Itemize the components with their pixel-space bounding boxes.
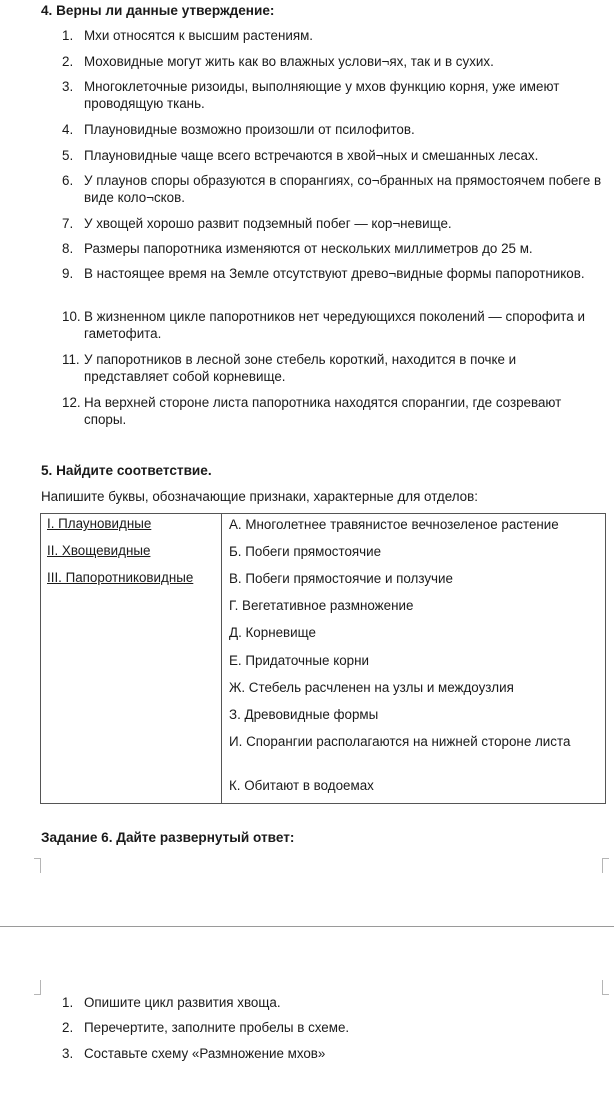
feature-item: К. Обитают в водоемах	[229, 778, 374, 793]
feature-item: А. Многолетнее травянистое вечнозеленое растение	[229, 517, 559, 532]
list-item: 11. У папоротников в лесной зоне стебель короткий, находится в почке и представляет собой корневище.	[62, 352, 517, 384]
list-item: 7. У хвощей хорошо развит подземный побег — кор¬невище.	[62, 216, 452, 231]
page-corner-mark	[34, 980, 41, 995]
question-4-heading: 4. Верны ли данные утверждение:	[41, 3, 275, 18]
list-item: 12. На верхней стороне листа папоротника находятся спорангии, где созревают споры.	[62, 395, 562, 427]
list-item: 3. Многоклеточные ризоиды, выполняющие у мхов функцию корня, уже имеют проводящую ткань.	[62, 79, 560, 111]
list-item: 4. Плауновидные возможно произошли от псилофитов.	[62, 122, 415, 137]
list-item: 5. Плауновидные чаще всего встречаются в хвой¬ных и смешанных лесах.	[62, 148, 539, 163]
page-break-divider	[0, 926, 614, 927]
feature-item: З. Древовидные формы	[229, 707, 379, 722]
list-item: 1. Мхи относятся к высшим растениям.	[62, 28, 314, 43]
division-polypodiopsida: III. Папоротниковидные	[47, 570, 194, 585]
page-corner-mark	[34, 858, 41, 873]
question-5-instruction: Напишите буквы, обозначающие признаки, характерные для отделов:	[41, 489, 478, 504]
list-item: 6. У плаунов споры образуются в спорангиях, со¬бранных на прямостоячем побеге в виде коло¬сков.	[62, 173, 602, 205]
list-item: 2. Моховидные могут жить как во влажных услови¬ях, так и в сухих.	[62, 54, 494, 69]
question-5-heading: 5. Найдите соответствие.	[41, 463, 212, 478]
feature-item: Ж. Стебель расчленен на узлы и междоузлия	[229, 680, 514, 695]
division-equisetopsida: II. Хвощевидные	[47, 543, 151, 558]
list-item: 3. Составьте схему «Размножение мхов»	[62, 1046, 326, 1061]
feature-item: Б. Побеги прямостоячие	[229, 544, 382, 559]
feature-item: И. Спорангии располагаются на нижней стороне листа	[229, 734, 571, 749]
feature-item: Г. Вегетативное размножение	[229, 598, 414, 613]
page-corner-mark	[602, 858, 609, 873]
features-column	[222, 514, 606, 804]
list-item: 10. В жизненном цикле папоротников нет чередующихся поколений — спорофита и гаметофита.	[62, 309, 585, 341]
page-corner-mark	[602, 980, 609, 995]
feature-item: Е. Придаточные корни	[229, 653, 369, 668]
feature-item: Д. Корневище	[229, 625, 316, 640]
matching-table	[40, 513, 606, 804]
divisions-column	[41, 514, 222, 804]
list-item: 1. Опишите цикл развития хвоща.	[62, 995, 281, 1010]
list-item: 8. Размеры папоротника изменяются от нескольких миллиметров до 25 м.	[62, 241, 533, 256]
feature-item: В. Побеги прямостоячие и ползучие	[229, 571, 453, 586]
list-item: 9. В настоящее время на Земле отсутствуют древо¬видные формы папоротников.	[62, 266, 585, 281]
list-item: 2. Перечертите, заполните пробелы в схеме.	[62, 1020, 350, 1035]
division-lycopsida: I. Плауновидные	[47, 516, 152, 531]
question-6-heading: Задание 6. Дайте развернутый ответ:	[41, 830, 295, 845]
